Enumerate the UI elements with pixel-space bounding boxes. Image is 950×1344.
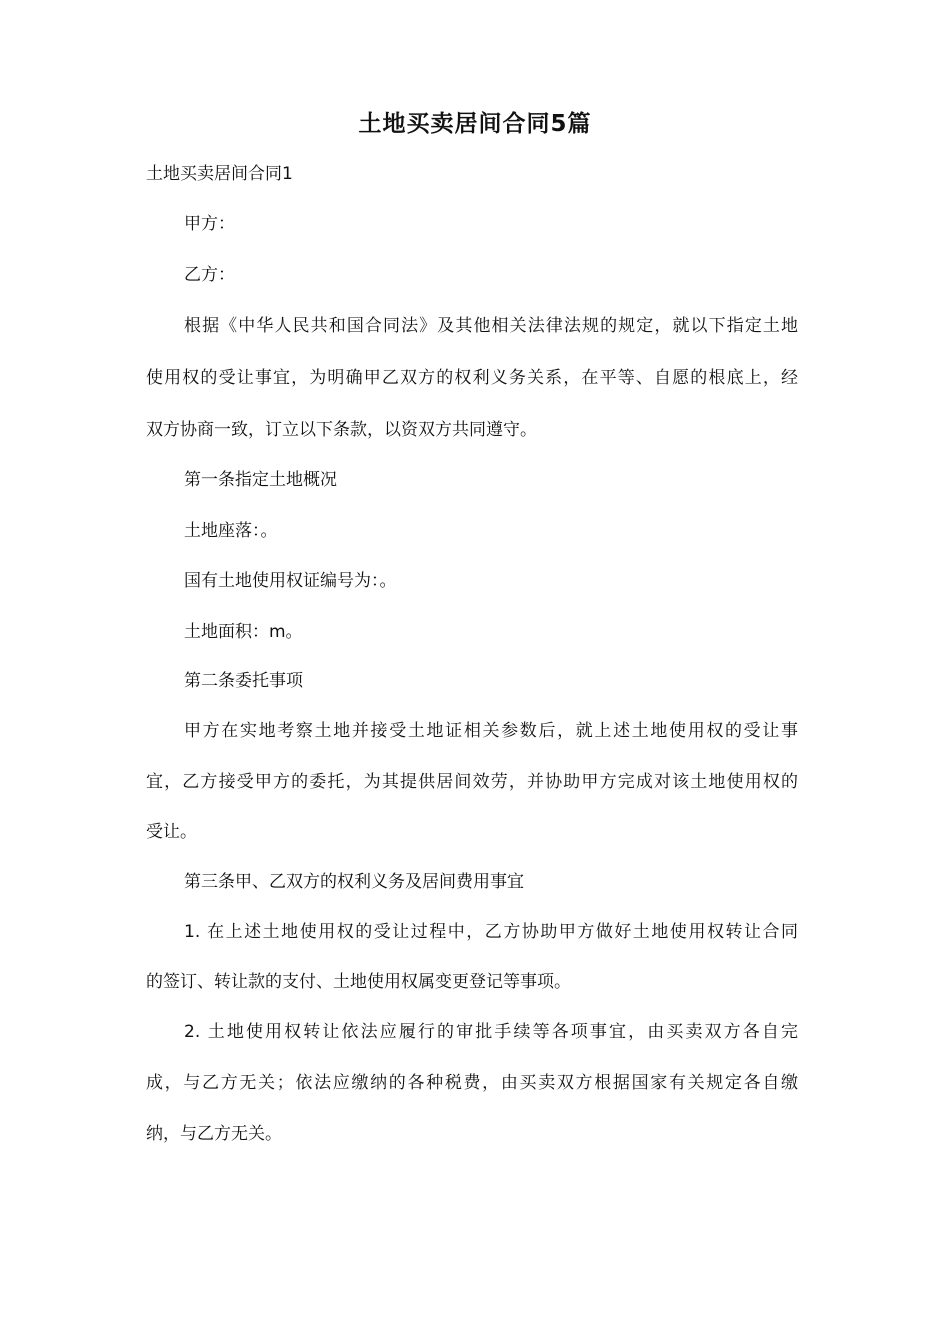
article-2-line-2: 宜，乙方接受甲方的委托，为其提供居间效劳，并协助甲方完成对该土地使用权的 [146,772,798,792]
party-a-label: 甲方： [184,214,235,234]
article-3-heading: 第三条甲、乙双方的权利义务及居间费用事宜 [184,872,524,892]
land-certificate-number: 国有土地使用权证编号为：。 [184,571,397,591]
section-subtitle: 土地买卖居间合同1 [146,164,293,184]
article-1-heading: 第一条指定土地概况 [184,470,337,490]
article-3-item-2-line-1: 2. 土地使用权转让依法应履行的审批手续等各项事宜，由买卖双方各自完 [184,1022,798,1042]
article-2-line-1: 甲方在实地考察土地并接受土地证相关参数后，就上述土地使用权的受让事 [184,721,798,741]
article-3-item-2-line-3: 纳，与乙方无关。 [146,1124,282,1144]
intro-line-2: 使用权的受让事宜，为明确甲乙双方的权利义务关系，在平等、自愿的根底上，经 [146,368,798,388]
intro-line-1: 根据《中华人民共和国合同法》及其他相关法律法规的规定，就以下指定土地 [184,316,798,336]
article-2-line-3: 受让。 [146,822,197,842]
intro-line-3: 双方协商一致，订立以下条款，以资双方共同遵守。 [146,420,537,440]
article-3-item-1-line-1: 1. 在上述土地使用权的受让过程中，乙方协助甲方做好土地使用权转让合同 [184,922,798,942]
document-title: 土地买卖居间合同5篇 [358,111,592,137]
land-location: 土地座落：。 [184,521,278,541]
article-2-heading: 第二条委托事项 [184,671,303,691]
article-3-item-1-line-2: 的签订、转让款的支付、土地使用权属变更登记等事项。 [146,972,571,992]
land-area: 土地面积：m。 [184,622,303,642]
article-3-item-2-line-2: 成，与乙方无关；依法应缴纳的各种税费，由买卖双方根据国家有关规定各自缴 [146,1073,798,1093]
party-b-label: 乙方： [184,265,235,285]
